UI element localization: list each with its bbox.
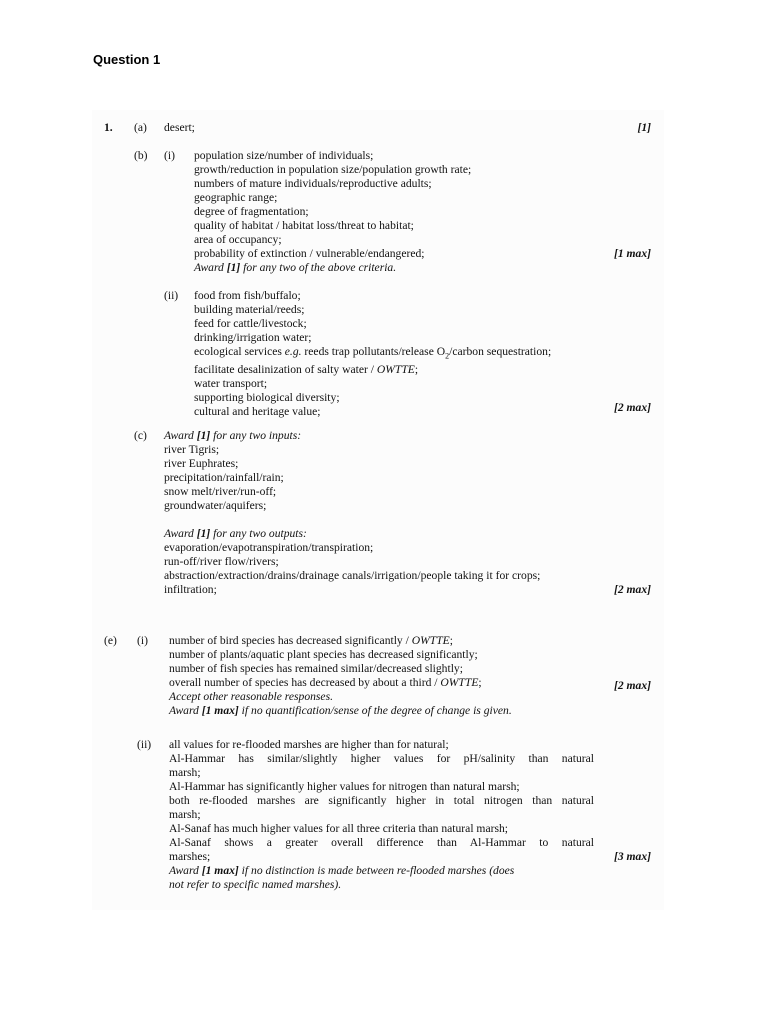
part-c-mark: [2 max]: [613, 583, 651, 596]
part-b-label: (b): [134, 149, 148, 162]
answer-line: geographic range;: [194, 191, 278, 204]
answer-line: cultural and heritage value;: [194, 405, 321, 419]
question-number: 1.: [104, 121, 113, 134]
award-note: Award [1] for any two outputs:: [164, 527, 307, 540]
answer-line: quality of habitat / habitat loss/threat to habitat;: [194, 219, 414, 232]
answer-line: river Euphrates;: [164, 457, 239, 470]
answer-line: marsh;: [169, 808, 201, 821]
answer-line: abstraction/extraction/drains/drainage canals/irrigation/people taking it for crops;: [164, 569, 541, 582]
answer-line: area of occupancy;: [194, 233, 282, 246]
part-a-label: (a): [134, 121, 147, 134]
answer-line: river Tigris;: [164, 443, 220, 456]
part-a-mark: [1]: [637, 121, 651, 134]
answer-line: building material/reeds;: [194, 303, 305, 316]
answer-line: marshes;: [169, 850, 211, 863]
answer-line: ecological services e.g. reeds trap pollutants/release $O_2$/carbon sequestration;: [194, 345, 552, 361]
part-b-ii-mark: [2 max]: [613, 401, 651, 414]
answer-line: facilitate desalinization of salty water / OWTTE;: [194, 363, 419, 377]
part-b-i-label: (i): [164, 149, 175, 162]
answer-line: both re-flooded marshes are significantly higher in total nitrogen than natural: [169, 794, 594, 807]
question-heading: Question 1: [93, 52, 161, 67]
part-e-ii-mark: [3 max]: [613, 850, 651, 863]
part-c-outputs: [164, 527, 540, 597]
part-e-label: (e): [104, 634, 117, 647]
award-note: Award [1] for any two of the above criteria.: [194, 261, 397, 274]
part-b-ii-label: (ii): [164, 289, 179, 302]
answer-line: growth/reduction in population size/population growth rate;: [194, 163, 472, 176]
part-a-answer: desert;: [164, 121, 195, 134]
answer-line: numbers of mature individuals/reproductive adults;: [194, 177, 432, 190]
part-e-i-answers: [169, 634, 512, 718]
answer-line: all values for re-flooded marshes are higher than for natural;: [169, 738, 449, 751]
answer-line: Al-Sanaf has much higher values for all three criteria than natural marsh;: [169, 822, 508, 835]
answer-line: precipitation/rainfall/rain;: [164, 471, 284, 484]
part-b-ii-answers: [194, 289, 551, 419]
answer-line: supporting biological diversity;: [194, 391, 340, 405]
answer-line: food from fish/buffalo;: [194, 289, 301, 302]
answer-line: number of bird species has decreased significantly / OWTTE;: [169, 634, 453, 647]
answer-line: water transport;: [194, 377, 268, 391]
part-c-inputs: [164, 429, 301, 513]
part-b-i-mark: [1 max]: [613, 247, 651, 260]
answer-line: degree of fragmentation;: [194, 205, 309, 218]
part-e-ii-label: (ii): [137, 738, 152, 751]
answer-line: Al-Hammar has similar/slightly higher values for pH/salinity than natural: [169, 752, 594, 765]
answer-line: Al-Hammar has significantly higher values for nitrogen than natural marsh;: [169, 780, 520, 793]
answer-line: Al-Sanaf shows a greater overall difference than Al-Hammar to natural: [169, 836, 594, 849]
answer-line: groundwater/aquifers;: [164, 499, 267, 512]
answer-line: infiltration;: [164, 583, 217, 596]
award-note-continued: not refer to specific named marshes).: [169, 878, 342, 891]
answer-line: marsh;: [169, 766, 201, 779]
answer-line: feed for cattle/livestock;: [194, 317, 307, 330]
answer-line: overall number of species has decreased by about a third / OWTTE;: [169, 676, 482, 689]
part-e-i-label: (i): [137, 634, 148, 647]
part-e-i-mark: [2 max]: [613, 679, 651, 692]
answer-line: number of fish species has remained similar/decreased slightly;: [169, 662, 463, 675]
award-note: Award [1 max] if no distinction is made between re-flooded marshes (does: [169, 864, 515, 877]
accept-note: Accept other reasonable responses.: [169, 690, 333, 703]
answer-line: number of plants/aquatic plant species has decreased significantly;: [169, 648, 478, 661]
answer-line: probability of extinction / vulnerable/endangered;: [194, 247, 425, 260]
part-e-ii-answers: [169, 738, 594, 892]
answer-line: population size/number of individuals;: [194, 149, 374, 162]
answer-line: evaporation/evapotranspiration/transpiration;: [164, 541, 374, 554]
answer-line: drinking/irrigation water;: [194, 331, 312, 344]
part-c-label: (c): [134, 429, 147, 442]
part-b-i-answers: [194, 149, 471, 275]
award-note: Award [1] for any two inputs:: [164, 429, 302, 442]
award-note: Award [1 max] if no quantification/sense of the degree of change is given.: [169, 704, 512, 717]
answer-line: snow melt/river/run-off;: [164, 485, 277, 498]
answer-line: run-off/river flow/rivers;: [164, 555, 279, 568]
